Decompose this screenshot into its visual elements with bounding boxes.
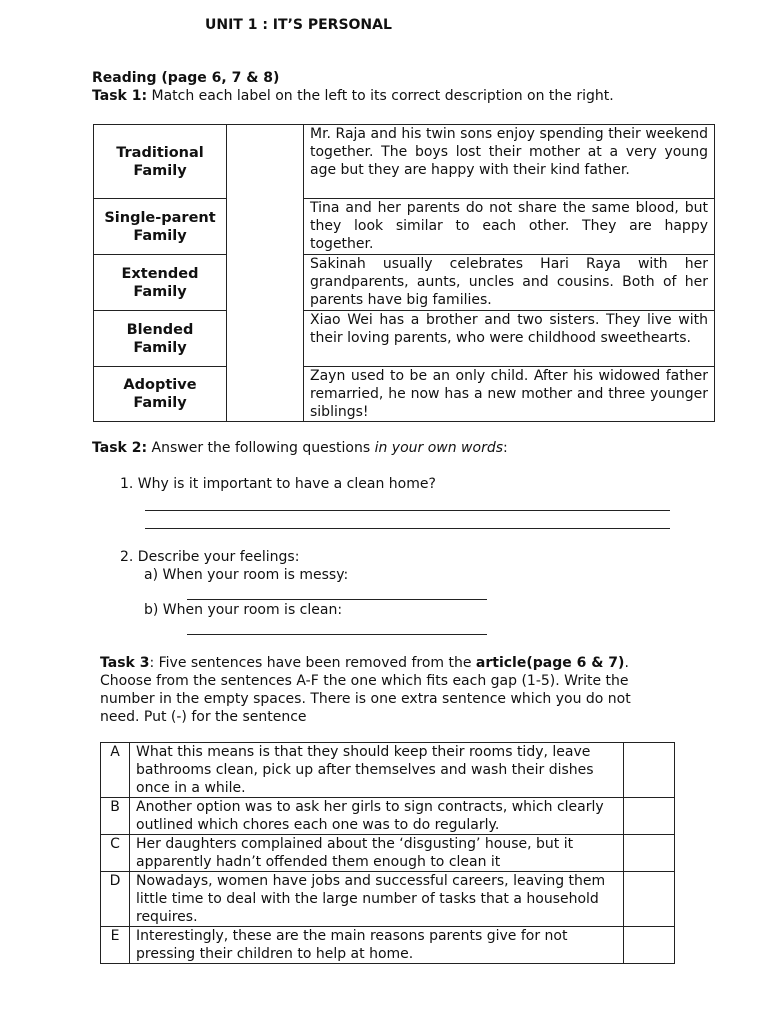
family-label: Traditional Family (94, 125, 227, 199)
sentence-text: Her daughters complained about the ‘disgusting’ house, but it apparently hadn’t offended them enough to clean it (130, 835, 624, 872)
task2-instructions (92, 439, 508, 457)
answer-line[interactable] (145, 528, 670, 529)
sentences-table (100, 742, 675, 964)
sentence-row (101, 927, 675, 964)
sentence-letter: A (101, 743, 130, 798)
sentence-row (101, 835, 675, 872)
question-2b: b) When your room is clean: (144, 602, 343, 618)
question-1: 1. Why is it important to have a clean home? (120, 476, 436, 492)
family-description: Tina and her parents do not share the same blood, but they look similar to each other. They are happy together. (304, 199, 715, 255)
reading-heading: Reading (page 6, 7 & 8) (92, 70, 280, 86)
task1-text: Match each label on the left to its correct description on the right. (147, 88, 614, 104)
sentence-text: Another option was to ask her girls to sign contracts, which clearly outlined which chores each one was to do regularly. (130, 798, 624, 835)
matching-row (94, 367, 715, 422)
sentence-text: What this means is that they should keep their rooms tidy, leave bathrooms clean, pick up after themselves and wash their dishes once in a while. (130, 743, 624, 798)
family-description: Zayn used to be an only child. After his widowed father remarried, he now has a new mother and three younger siblings! (304, 367, 715, 422)
task2-italic: in your own words (374, 440, 504, 456)
family-description: Sakinah usually celebrates Hari Raya with her grandparents, aunts, uncles and cousins. Both of her parents have big families. (304, 255, 715, 311)
task3-label: Task 3 (100, 655, 150, 671)
task2-label: Task 2: (92, 440, 148, 456)
family-label: Blended Family (94, 311, 227, 367)
answer-line[interactable] (187, 599, 487, 600)
task3-text: : Five sentences have been removed from the (149, 655, 476, 671)
question-2a: a) When your room is messy: (144, 567, 349, 583)
matching-row (94, 125, 715, 199)
task3-instructions (100, 654, 670, 726)
matching-row (94, 255, 715, 311)
task2-text: Answer the following questions (147, 440, 375, 456)
task1-instructions (92, 87, 614, 105)
sentence-row (101, 743, 675, 798)
matching-row (94, 199, 715, 255)
family-label: Extended Family (94, 255, 227, 311)
page-title: UNIT 1 : IT’S PERSONAL (205, 17, 392, 33)
sentence-text: Interestingly, these are the main reasons parents give for not pressing their children to help at home. (130, 927, 624, 964)
answer-box[interactable] (624, 872, 675, 927)
answer-line[interactable] (145, 510, 670, 511)
sentence-letter: C (101, 835, 130, 872)
sentence-text: Nowadays, women have jobs and successful careers, leaving them little time to deal with the large number of tasks that a household requires. (130, 872, 624, 927)
answer-box[interactable] (624, 927, 675, 964)
matching-space[interactable] (227, 125, 304, 422)
sentence-row (101, 872, 675, 927)
task2-colon: : (503, 440, 508, 456)
family-description: Xiao Wei has a brother and two sisters. They live with their loving parents, who were childhood sweethearts. (304, 311, 715, 367)
sentence-letter: D (101, 872, 130, 927)
answer-box[interactable] (624, 835, 675, 872)
family-label: Single-parent Family (94, 199, 227, 255)
family-description: Mr. Raja and his twin sons enjoy spending their weekend together. The boys lost their mother at a very young age but they are happy with their kind father. (304, 125, 715, 199)
task3-text-2: . Choose from the sentences A-F the one which fits each gap (1-5). Write the number in the empty spaces. There is one extra sentence which you do not need. Put (-) for the sentence (100, 655, 631, 725)
family-label: Adoptive Family (94, 367, 227, 422)
matching-table (93, 124, 715, 422)
question-2: 2. Describe your feelings: (120, 549, 300, 565)
sentence-row (101, 798, 675, 835)
sentence-letter: B (101, 798, 130, 835)
task3-bold: article(page 6 & 7) (475, 655, 625, 671)
task1-label: Task 1: (92, 88, 148, 104)
matching-row (94, 311, 715, 367)
answer-box[interactable] (624, 798, 675, 835)
sentence-letter: E (101, 927, 130, 964)
answer-box[interactable] (624, 743, 675, 798)
answer-line[interactable] (187, 634, 487, 635)
